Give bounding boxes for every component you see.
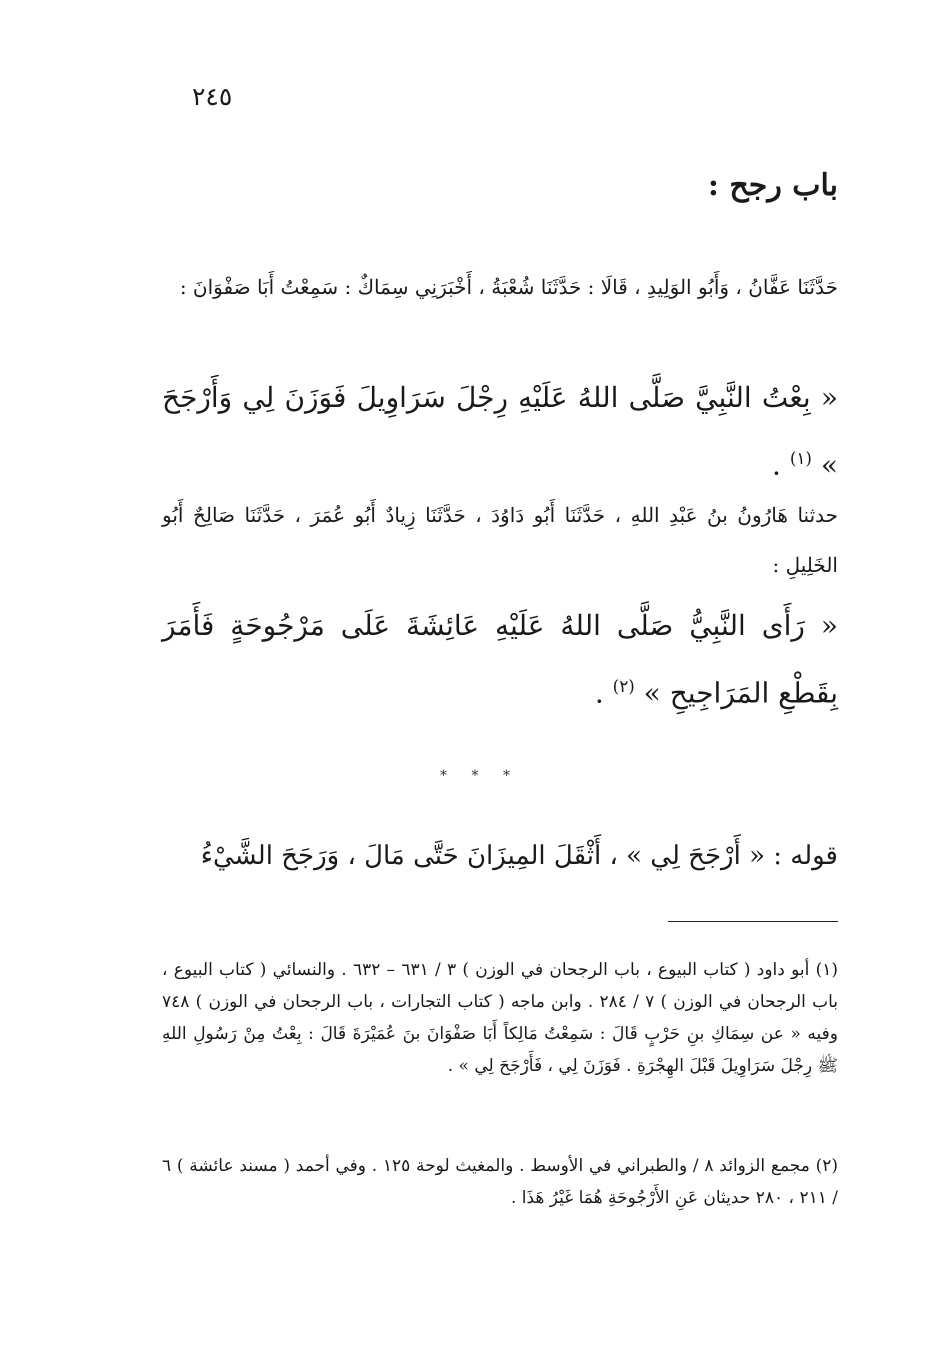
section-separator: * * * [440, 768, 520, 784]
footnote-1: (١) أبو داود ( كتاب البيوع ، باب الرجحان في الوزن ) ٣ / ٦٣١ – ٦٣٢ . والنسائي ( كتاب البيوع ، باب الرجحان في الوزن ) ٧ / ٢٨٤ . وابن ماجه ( كتاب التجارات ، باب الرجحان في الوزن ) ٧٤٨ وفيه « عن سِمَاكِ بنِ حَرْبٍ قَالَ : سَمِعْتُ مَالِكاً أَبَا صَفْوَانَ بنَ عُمَيْرَةَ قَالَ : بِعْتُ مِنْ رَسُولِ اللهِ ﷺ رِجْلَ سَرَاوِيلَ قَبْلَ الهِجْرَةِ . فَوَزَنَ لِي ، فَأَرْجَحَ لِي » . [162, 960, 838, 1076]
commentary: قوله : « أَرْجَحَ لِي » ، أَثْقَلَ المِيزَانَ حَتَّى مَالَ ، وَرَجَحَ الشَّيْءُ [200, 841, 838, 871]
page-number: ٢٤٥ [192, 82, 233, 111]
footnote-2: (٢) مجمع الزوائد ٨ / والطبراني في الأوسط . والمغيث لوحة ١٢٥ . وفي أحمد ( مسند عائشة ) ٦ / ٢١١ ، ٢٨٠ حديثان عَنِ الأَرْجُوحَةِ هُمَا غَيْرُ هَذَا . [162, 1156, 839, 1208]
footnote-ref-2: (٢) [612, 676, 635, 696]
hadith-1 [162, 368, 838, 495]
chapter-title: باب رجح : [707, 168, 838, 203]
full-stop: . [772, 448, 781, 482]
hadith-2 [162, 596, 838, 723]
isnad-2: حدثنا هَارُونُ بنُ عَبْدِ اللهِ ، حَدَّثَنَا أَبُو دَاوُدَ ، حَدَّثَنَا زِيادٌ أَبُو عُمَرَ ، حَدَّثَنَا صَالِحٌ أَبُو الخَلِيلِ : [162, 503, 838, 577]
hadith-2-text: « رَأَى النَّبِيُّ صَلَّى اللهُ عَلَيْهِ عَائِشَةَ عَلَى مَرْجُوحَةٍ فَأَمَرَ بِقَطْعِ المَرَاجِيحِ » [162, 609, 838, 710]
full-stop: . [594, 676, 604, 710]
hadith-1-text: « بِعْتُ النَّبِيَّ صَلَّى اللهُ عَلَيْهِ رِجْلَ سَرَاوِيلَ فَوَزَنَ لِي وَأَرْجَحَ » [162, 381, 839, 482]
footnote-ref-1: (١) [789, 448, 812, 468]
isnad-1: حَدَّثَنَا عَفَّانُ ، وَأَبُو الوَلِيدِ ، قَالَا : حَدَّثَنَا شُعْبَةُ ، أَخْبَرَنِي سِمَاكٌ : سَمِعْتُ أَبَا صَفْوَانَ : [179, 275, 838, 299]
footnote-rule [668, 921, 838, 922]
